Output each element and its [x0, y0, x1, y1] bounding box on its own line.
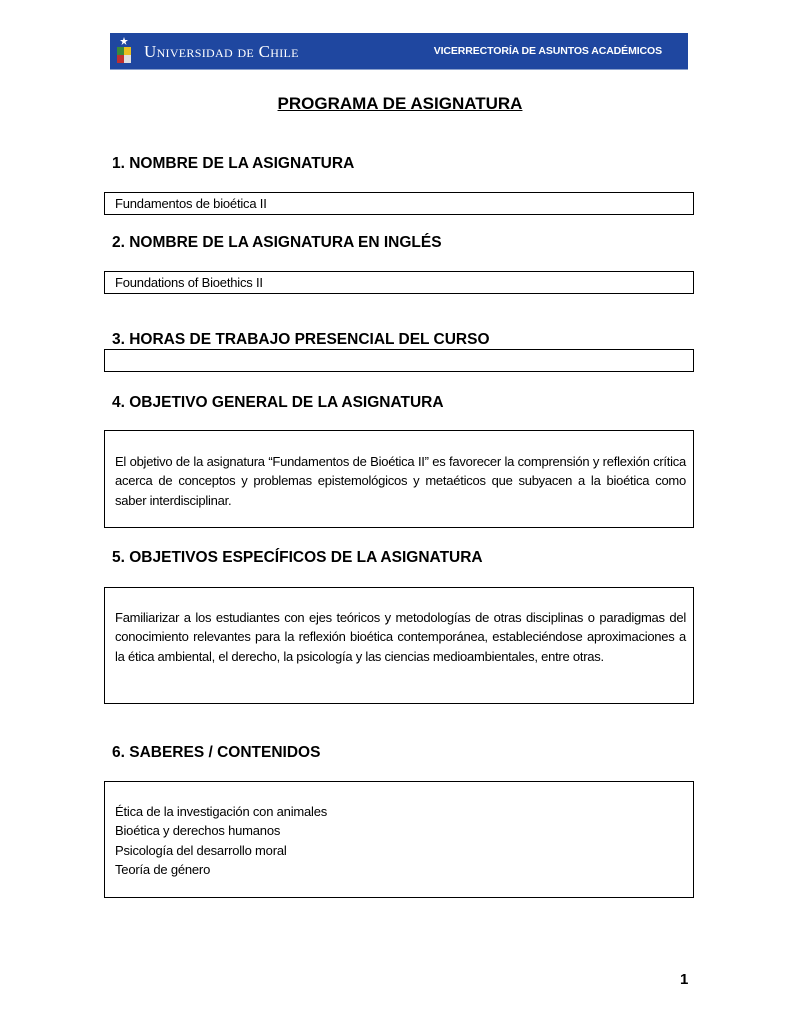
section-heading-3: 3. HORAS DE TRABAJO PRESENCIAL DEL CURSO: [112, 331, 490, 348]
page-number: 1: [680, 971, 689, 988]
general-objective-text: El objetivo de la asignatura “Fundamentos de Bioética II” es favorecer la comprensión y reflexión crítica acerca de conceptos y problemas epistemológicos y metaéticos que subyacen a la bioética como saber interdisciplinar.: [115, 454, 686, 508]
section-heading-1: 1. NOMBRE DE LA ASIGNATURA: [112, 155, 355, 172]
general-objective-box: [104, 430, 694, 528]
list-item: Teoría de género: [115, 861, 211, 877]
specific-objectives-box: [104, 587, 694, 704]
section-heading-6: 6. SABERES / CONTENIDOS: [112, 744, 321, 761]
specific-objectives-text: Familiarizar a los estudiantes con ejes teóricos y metodologías de otras disciplinas o paradigmas del conocimiento relevantes para la reflexión bioética contemporánea, estableciéndose aproximaciones a la ética ambiental, el derecho, la psicología y las ciencias medioambientales, entre otras.: [115, 610, 686, 664]
section-heading-4: 4. OBJETIVO GENERAL DE LA ASIGNATURA: [112, 394, 444, 411]
list-item: Ética de la investigación con animales: [115, 804, 328, 819]
page-title-text: PROGRAMA DE ASIGNATURA: [277, 94, 523, 113]
section-heading-2: 2. NOMBRE DE LA ASIGNATURA EN INGLÉS: [112, 234, 442, 251]
university-name: Universidad de Chile: [144, 42, 299, 61]
hours-box: [104, 349, 694, 372]
university-crest-icon: [116, 37, 132, 65]
contents-box: [104, 781, 694, 898]
list-item: Bioética y derechos humanos: [115, 823, 281, 839]
header-banner: [110, 33, 688, 70]
contents-list: [115, 802, 686, 879]
course-name-english-box: [104, 271, 694, 294]
section-heading-5: 5. OBJETIVOS ESPECÍFICOS DE LA ASIGNATURA: [112, 549, 483, 566]
list-item: Psicología del desarrollo moral: [115, 842, 287, 858]
course-name-english: Foundations of Bioethics II: [115, 275, 263, 290]
course-name: Fundamentos de bioética II: [115, 196, 267, 211]
office-name: VICERRECTORÍA DE ASUNTOS ACADÉMICOS: [433, 45, 662, 57]
course-name-box: [104, 192, 694, 215]
page-title: [0, 94, 800, 114]
